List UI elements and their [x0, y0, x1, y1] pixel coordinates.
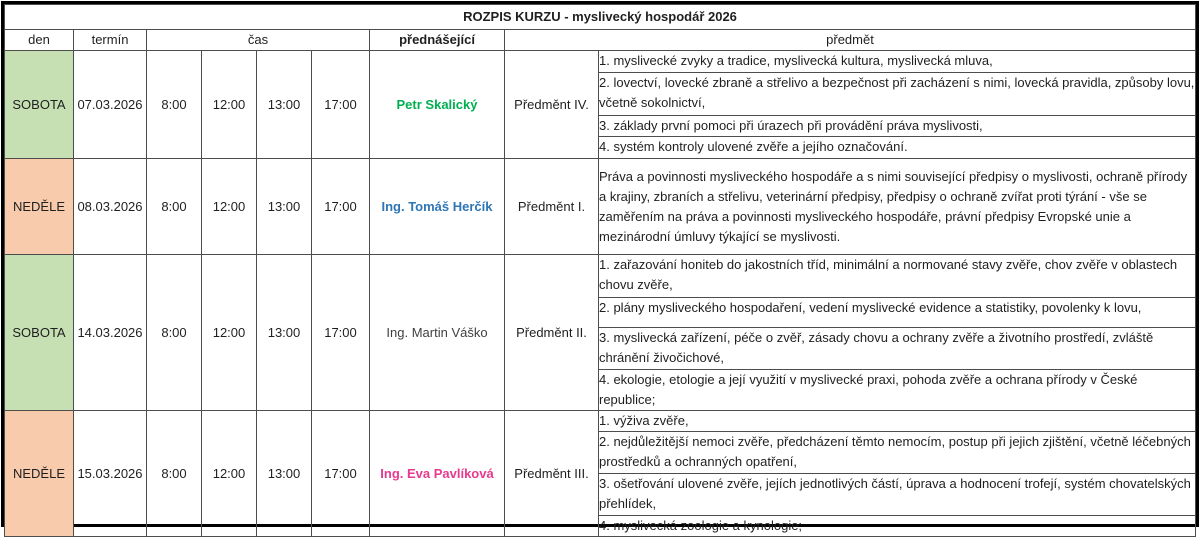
topic-cell: 4. ekologie, etologie a její využití v myslivecké praxi, pohoda zvěře a ochrana přírody v České republice;	[599, 370, 1196, 411]
topic-cell: 3. ošetřování ulovené zvěře, jejích jednotlivých částí, úprava a hodnocení trofejí, systém chovatelských přehlídek,	[599, 474, 1196, 516]
column-header-subject: předmět	[505, 30, 1196, 51]
topic-cell: 1. myslivecké zvyky a tradice, myslivecká kultura, myslivecká mluva,	[599, 51, 1196, 73]
topic-cell: 2. nejdůležitější nemoci zvěře, předcházení těmto nemocím, postup při jejich zjištění, včetně léčebných prostředků a ochranných opatření,	[599, 432, 1196, 474]
lecturer-cell: Ing. Tomáš Herčík	[370, 159, 505, 255]
day-cell: SOBOTA	[5, 51, 74, 159]
time-end-pm: 17:00	[312, 255, 370, 411]
course-schedule-table	[4, 4, 1196, 537]
subject-number-cell: Předměnt III.	[505, 411, 599, 537]
schedule-row-1	[5, 51, 1196, 73]
subject-number-cell: Předměnt I.	[505, 159, 599, 255]
time-end-am: 12:00	[202, 255, 257, 411]
time-end-am: 12:00	[202, 411, 257, 537]
time-start-pm: 13:00	[257, 51, 312, 159]
topic-cell: 4. myslivecká zoologie a kynologie;	[599, 516, 1196, 537]
schedule-sheet	[1, 1, 1199, 533]
time-start-pm: 13:00	[257, 159, 312, 255]
time-start-am: 8:00	[147, 159, 202, 255]
topic-cell: 4. systém kontroly ulovené zvěře a jejího označování.	[599, 137, 1196, 159]
lecturer-cell: Petr Skalický	[370, 51, 505, 159]
lecturer-cell: Ing. Eva Pavlíková	[370, 411, 505, 537]
schedule-row-4	[5, 411, 1196, 432]
time-end-am: 12:00	[202, 51, 257, 159]
topic-cell: 2. plány mysliveckého hospodaření, vedení myslivecké evidence a statistiky, povolenky k lovu,	[599, 298, 1196, 328]
day-cell: NEDĚLE	[5, 411, 74, 537]
column-header-lecturer: přednášející	[370, 30, 505, 51]
column-header-day: den	[5, 30, 74, 51]
date-cell: 14.03.2026	[74, 255, 147, 411]
topic-cell: 2. lovectví, lovecké zbraně a střelivo a bezpečnost při zacházení s nimi, lovecká pravidla, způsoby lovu, včetně sokolnictví,	[599, 73, 1196, 116]
column-header-time: čas	[147, 30, 370, 51]
column-header-date: termín	[74, 30, 147, 51]
schedule-row-2	[5, 159, 1196, 255]
time-end-pm: 17:00	[312, 411, 370, 537]
time-start-pm: 13:00	[257, 411, 312, 537]
day-cell: SOBOTA	[5, 255, 74, 411]
topic-cell: Práva a povinnosti mysliveckého hospodáře a s nimi související předpisy o myslivosti, ochraně přírody a krajiny, zbraních a střelivu, veterinární předpisy, předpisy o ochraně zvířat proti týrání - vše se zaměřením na práva a povinnosti mysliveckého hospodáře, právní předpisy Evropské unie a mezinárodní úmluvy týkající se myslivosti.	[599, 159, 1196, 255]
schedule-row-3	[5, 255, 1196, 298]
time-start-am: 8:00	[147, 411, 202, 537]
topic-cell: 1. výživa zvěře,	[599, 411, 1196, 432]
time-start-pm: 13:00	[257, 255, 312, 411]
time-start-am: 8:00	[147, 255, 202, 411]
page-title: ROZPIS KURZU - myslivecký hospodář 2026	[5, 5, 1196, 30]
day-cell: NEDĚLE	[5, 159, 74, 255]
time-end-pm: 17:00	[312, 159, 370, 255]
date-cell: 08.03.2026	[74, 159, 147, 255]
subject-number-cell: Předměnt IV.	[505, 51, 599, 159]
subject-number-cell: Předměnt II.	[505, 255, 599, 411]
topic-cell: 3. základy první pomoci při úrazech při provádění práva myslivosti,	[599, 116, 1196, 137]
topic-cell: 1. zařazování honiteb do jakostních tříd, minimální a normované stavy zvěře, chov zvěře v oblastech chovu zvěře,	[599, 255, 1196, 298]
time-end-pm: 17:00	[312, 51, 370, 159]
lecturer-cell: Ing. Martin Váško	[370, 255, 505, 411]
date-cell: 15.03.2026	[74, 411, 147, 537]
time-end-am: 12:00	[202, 159, 257, 255]
date-cell: 07.03.2026	[74, 51, 147, 159]
topic-cell: 3. myslivecká zařízení, péče o zvěř, zásady chovu a ochrany zvěře a životního prostředí, zvláště chránění živočichové,	[599, 328, 1196, 370]
time-start-am: 8:00	[147, 51, 202, 159]
